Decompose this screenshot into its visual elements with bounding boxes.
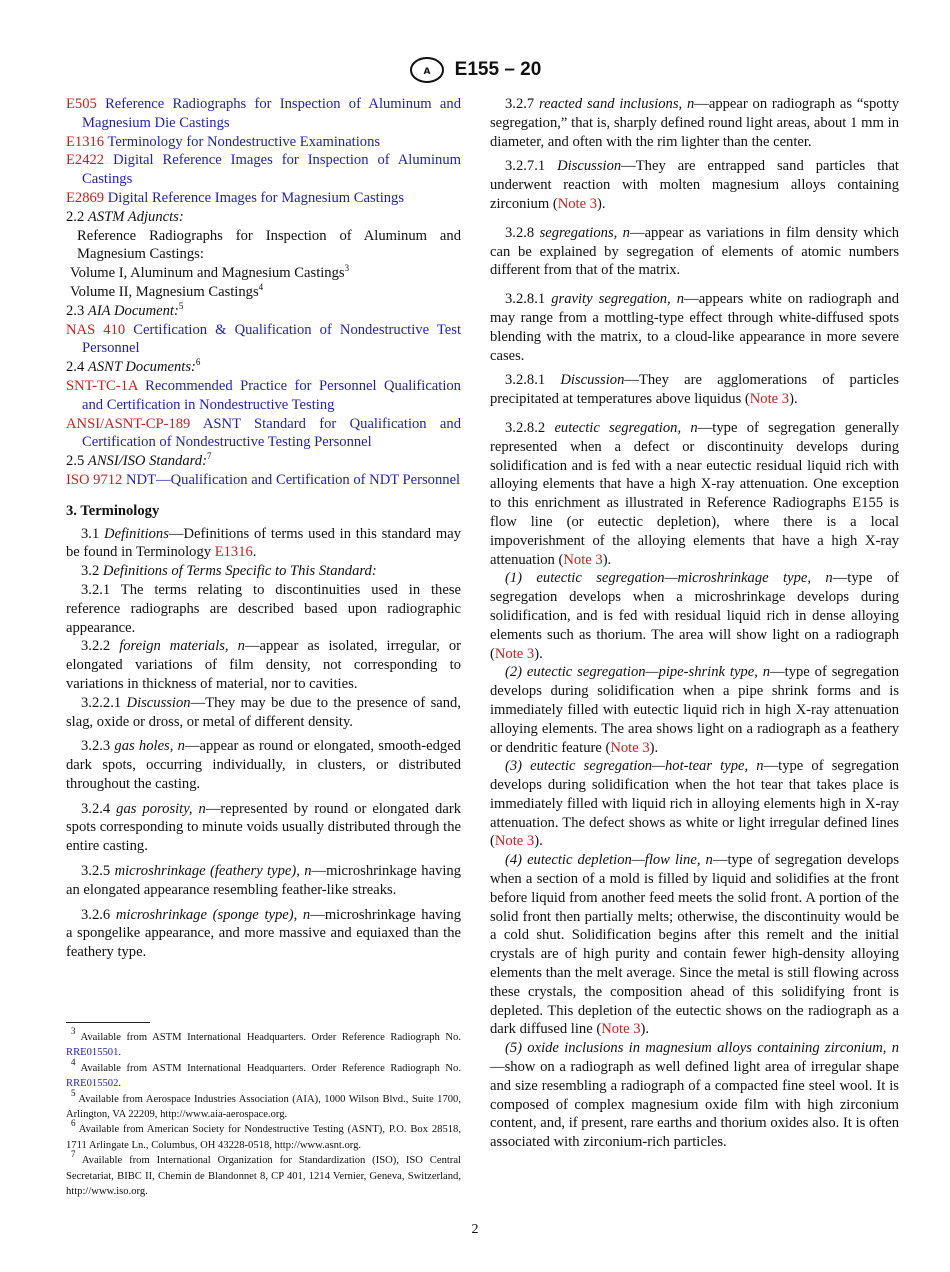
ref-link-code[interactable]: E505 (66, 96, 97, 112)
para-3-2-8: 3.2.8 segregations, n—appear as variations in film density which can be explained by segregation of elements of atomic numbers different from that of the matrix. (490, 224, 899, 279)
ref-link-title[interactable]: Digital Reference Images for Magnesium Castings (107, 189, 405, 206)
astm-logo (409, 56, 445, 84)
footnote-5: $^5$ Available from Aerospace Industries Association (AIA), 1000 Wilson Blvd., Suite 1700, Arlington, VA 22209, http://www.aia-aerospace.org. (66, 1087, 461, 1121)
para-3-2-8-1: 3.2.8.1 gravity segregation, n—appears white on radiograph and may range from a mottling-type effect through white-diffused spots blending with the matrix, to a cloud-like appearance in more severe cases. (490, 291, 899, 364)
ref-link-code[interactable]: E1316 (66, 133, 105, 150)
ref-link-code[interactable]: ISO 9712 (66, 471, 123, 488)
footnote-link[interactable]: RRE015502 (66, 1078, 119, 1090)
para-3-2-6: 3.2.6 microshrinkage (sponge type), n—microshrinkage having a spongelike appearance, and more massive and equiaxed than the feathery type. (66, 906, 461, 961)
para-3-2-7-1: 3.2.7.1 Discussion—They are entrapped sand particles that underwent reaction with molten magnesium alloys containing zirconium (Note 3). (490, 158, 899, 212)
ref-snt-tc-1a (66, 377, 461, 415)
ref-link-title[interactable]: Reference Radiographs for Inspection of Aluminum and Magnesium Die Castings (82, 96, 461, 131)
ref-link[interactable]: E1316 (214, 544, 253, 561)
para-3-2: 3.2 Definitions of Terms Specific to This Standard: (81, 563, 377, 580)
para-3-2-8-2: 3.2.8.2 eutectic segregation, n—type of segregation generally represented when a defect or discontinuity develops during solidification and is fed with a near eutectic residual liquid rich with alloying elements that have a high X-ray attenuation. One exception to this enrichment as illustrated in Reference Radiographs E155 is flow line (or eutectic depletion), where there is a local impoverishment of the alloying elements that have a high X-ray attenuation (Note 3). (490, 419, 899, 568)
section-2-3: 2.3 AIA Document:$^5$ (66, 300, 184, 319)
note-link[interactable]: Note 3 (563, 551, 603, 568)
footnote-7: $^7$ Available from International Organization for Standardization (ISO), ISO Central Secretariat, BIBC II, Chemin de Blandonnet 8, CP 401, 1214 Vernier, Geneva, Switzerland, http://www.iso.org. (66, 1149, 461, 1198)
note-link[interactable]: Note 3 (494, 833, 535, 850)
adjunct-vol2: Volume II, Magnesium Castings$^4$ (70, 281, 264, 300)
para-3-2-2: 3.2.2 foreign materials, n—appear as isolated, irregular, or elongated variations of film density, not corresponding to variations in thickness of material, nor to cavities. (66, 638, 461, 692)
ref-e2422 (66, 151, 461, 189)
footnotes (66, 1026, 461, 1199)
adjunct-vol1: Volume I, Aluminum and Magnesium Castings$^3$ (70, 263, 350, 282)
note-link[interactable]: Note 3 (494, 645, 535, 662)
standard-designation: E155 – 20 (454, 59, 542, 80)
ref-e2869 (66, 189, 461, 208)
ref-link-code[interactable]: E2869 (66, 189, 105, 206)
para-3-2-5: 3.2.5 microshrinkage (feathery type), n—microshrinkage having an elongated appearance resembling feather-like streaks. (66, 863, 461, 898)
footnote-6: $^6$ Available from American Society for Nondestructive Testing (ASNT), P.O. Box 28518, 1711 Arlingate Ln., Columbus, OH 43228-0518, http://www.asnt.org. (66, 1118, 461, 1151)
footnote-link[interactable]: RRE015501 (66, 1047, 119, 1059)
para-3-2-8-1-discussion: 3.2.8.1 Discussion—They are agglomerations of particles precipitated at temperatures above liquidus (Note 3). (490, 372, 899, 408)
section-2-5: 2.5 ANSI/ISO Standard:$^7$ (66, 451, 212, 470)
ref-iso9712 (66, 471, 461, 490)
footnote-divider (66, 1022, 150, 1023)
section-heading: 3. Terminology (66, 502, 160, 519)
subpara-2: (2) eutectic segregation—pipe-shrink type, n—type of segregation develops during solidification when a pipe shrink forms and is immediately filled with eutectic liquid rich in high X-ray attenuation alloying elements. The area shows light on a radiograph as a feathery or dendritic feature (Note 3). (490, 664, 899, 756)
ref-link-title[interactable]: Digital Reference Images for Inspection of Aluminum Castings (82, 152, 461, 188)
note-link[interactable]: Note 3 (601, 1021, 641, 1038)
note-link[interactable]: Note 3 (557, 195, 598, 212)
para-3-2-4: 3.2.4 gas porosity, n—represented by round or elongated dark spots corresponding to minute voids usually distributed through the entire casting. (66, 800, 461, 855)
para-3-2-1: 3.2.1 The terms relating to discontinuities used in these reference radiographs are described based upon radiographic appearance. (66, 581, 461, 636)
para-3-2-3: 3.2.3 gas holes, n—appear as round or elongated, smooth-edged dark spots, occurring individually, in clusters, or distributed throughout the casting. (66, 738, 461, 792)
ref-e1316 (66, 133, 461, 152)
left-column (66, 95, 461, 962)
footnote-3: $^3$ Available from ASTM International Headquarters. Order Reference Radiograph No. RRE015501. (66, 1026, 461, 1059)
right-column (490, 95, 899, 1152)
para-3-1: 3.1 Definitions—Definitions of terms used in this standard may be found in Terminology E1316. (66, 525, 461, 561)
ref-link-code[interactable]: ANSI/ASNT-CP-189 (66, 415, 191, 432)
page-number: 2 (471, 1222, 479, 1237)
ref-link-title[interactable]: NDT—Qualification and Certification of NDT Personnel (126, 471, 461, 488)
note-link[interactable]: Note 3 (749, 391, 790, 408)
ref-link-code[interactable]: NAS 410 (66, 321, 126, 338)
ref-link-title[interactable]: Terminology for Nondestructive Examinations (107, 133, 381, 150)
adjunct-text: Reference Radiographs for Inspection of Aluminum and Magnesium Castings: (77, 227, 461, 263)
footnote-4: $^4$ Available from ASTM International Headquarters. Order Reference Radiograph No. RRE015502. (66, 1056, 461, 1090)
ref-link-code[interactable]: SNT-TC-1A (66, 377, 138, 394)
subpara-5: (5) oxide inclusions in magnesium alloys containing zirconium, n—show on a radiograph as well defined light area of irregular shape and size resembling a radiograph of a compacted fine steel wool. It is composed of complex magnesium oxide film with high zirconium content, and, if present, rare earths and thorium oxides also. It is often associated with zirconium-rich particles. (490, 1040, 899, 1151)
ref-cp-189 (66, 415, 461, 453)
svg-text:A: A (423, 67, 431, 77)
ref-link-code[interactable]: E2422 (66, 152, 105, 169)
ref-link-title[interactable]: ASNT Standard for Qualification and Certification of Nondestructive Testing Personnel (82, 415, 461, 451)
subpara-4: (4) eutectic depletion—flow line, n—type of segregation develops when a section of a mold is filled by liquid and solidifies at the front before liquid from another feed meets the solid front. A portion of the solid front then partially melts; otherwise, the discontinuity would be a cold shut. Solidification begins after this remelt and the initial crystals are of high purity and contain fewer high-density alloying elements than the melt average. Since the metal is still flowing across these crystals, the composition ahead of this solidifying front is depleted. This depletion of the eutectic shows on the radiograph as a dark diffused line (Note 3). (490, 852, 900, 1038)
subpara-3: (3) eutectic segregation—hot-tear type, n—type of segregation develops during solidification when the hot tear that takes place is immediately filled with liquid rich in alloying elements high in X-ray attenuation. The defect shows as white or light irregular defined lines (Note 3). (490, 758, 899, 850)
note-link[interactable]: Note 3 (610, 739, 650, 756)
ref-e505 (66, 95, 461, 133)
ref-nas410 (66, 321, 461, 359)
ref-link-title[interactable]: Certification & Qualification of Nondestructive Test Personnel (82, 321, 462, 357)
page-header (0, 56, 950, 84)
para-3-2-7: 3.2.7 reacted sand inclusions, n—appear on radiograph as “spotty segregation,” that is, sharply defined round light areas, about 1 mm in diameter, and often with the rim lighter than the center. (490, 96, 899, 150)
subpara-1: (1) eutectic segregation—microshrinkage type, n—type of segregation develops when a microshrinkage develops during solidification, and is fed with residual liquid rich in dense alloying elements such as thorium. The area will show light on a radiograph (Note 3). (490, 570, 899, 662)
section-2-2: 2.2 ASTM Adjuncts: (66, 208, 184, 225)
ref-link-title[interactable]: Recommended Practice for Personnel Qualification and Certification in Nondestructive Testing (82, 377, 461, 413)
para-3-2-2-1: 3.2.2.1 Discussion—They may be due to the presence of sand, slag, oxide or dross, or metal of different density. (66, 694, 461, 730)
section-2-4: 2.4 ASNT Documents:$^6$ (66, 357, 201, 376)
